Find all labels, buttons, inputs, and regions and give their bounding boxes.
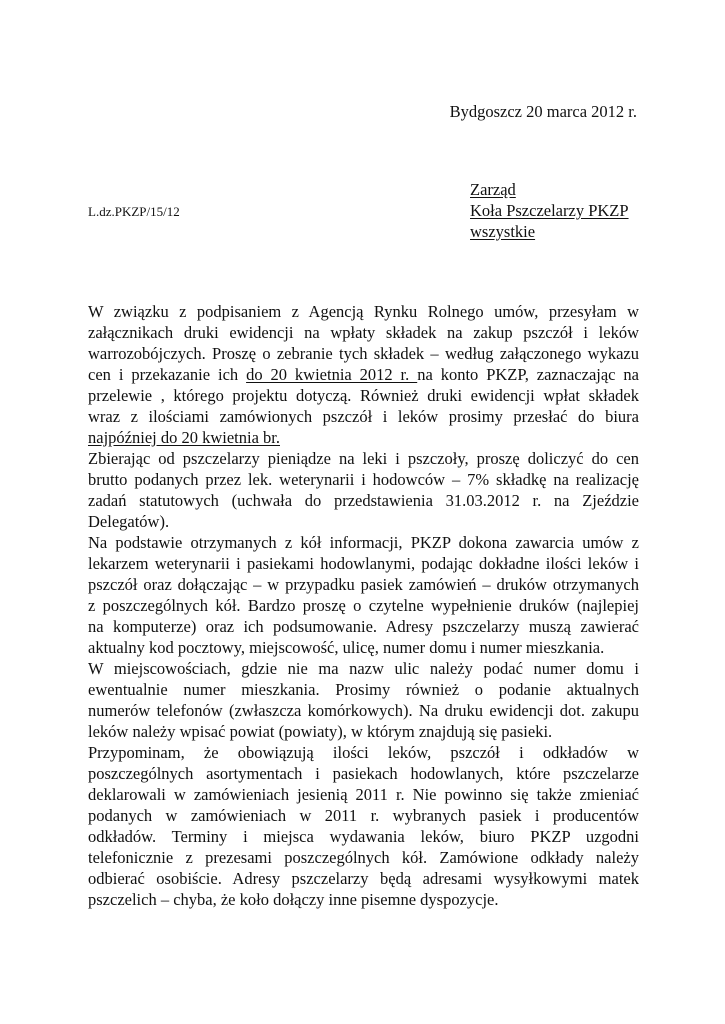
text-line: W związku z podpisaniem z Agencją Rynku Rolnego umów, przesyłam w bbox=[88, 302, 639, 321]
text-line: lekarzem weterynarii i pasiekami hodowlanymi, podając dokładne ilości leków i bbox=[88, 554, 639, 573]
text-line bbox=[88, 364, 639, 385]
text-line: telefonicznie z prezesami poszczególnych kół. Zamówione odkłady należy bbox=[88, 848, 639, 867]
paragraph-contracts bbox=[88, 532, 639, 658]
deadline-date-underlined: do 20 kwietnia 2012 r. bbox=[246, 365, 418, 384]
text-line: warrozobójczych. Proszę o zebranie tych składek – według załączonego wykazu bbox=[88, 344, 639, 363]
recipient-line: Zarząd bbox=[470, 180, 516, 199]
text-line: W miejscowościach, gdzie nie ma nazw ulic należy podać numer domu i bbox=[88, 659, 639, 678]
text-line: aktualny kod pocztowy, miejscowość, ulicę, numer domu i numer mieszkania. bbox=[88, 638, 605, 657]
paragraph-fees bbox=[88, 448, 639, 532]
text-line: z poszczególnych kół. Bardzo proszę o czytelne wypełnienie druków (najlepiej bbox=[88, 596, 639, 615]
text-line: podanych w zamówieniach w 2011 r. wybranych pasiek i producentów bbox=[88, 806, 639, 825]
deadline-underlined: najpóźniej do 20 kwietnia br. bbox=[88, 428, 280, 447]
text-line: Zbierając od pszczelarzy pieniądze na leki i pszczoły, proszę doliczyć do cen bbox=[88, 449, 639, 468]
text-line: Przypominam, że obowiązują ilości leków, pszczół i odkładów w bbox=[88, 743, 639, 762]
text-line: Delegatów). bbox=[88, 512, 170, 531]
recipient-line: wszystkie bbox=[470, 222, 536, 241]
letter-date: Bydgoszcz 20 marca 2012 r. bbox=[449, 102, 637, 121]
letter-body bbox=[88, 301, 639, 910]
text-line: leków należy wpisać powiat (powiaty), w którym znajdują się pasieki. bbox=[88, 722, 553, 741]
text-line bbox=[88, 427, 639, 448]
paragraph-reminder bbox=[88, 742, 639, 910]
text-line: deklarowali w zamówieniach jesienią 2011 r. Nie powinno się także zmieniać bbox=[88, 785, 639, 804]
text-fragment: cen i przekazanie ich bbox=[88, 365, 247, 384]
paragraph-addresses bbox=[88, 658, 639, 742]
recipient-line: Koła Pszczelarzy PKZP bbox=[470, 201, 629, 220]
text-line: na komputerze) oraz ich podsumowanie. Adresy pszczelarzy muszą zawierać bbox=[88, 617, 639, 636]
text-line: numerów telefonów (zwłaszcza komórkowych). Na druku ewidencji dot. zakupu bbox=[88, 701, 639, 720]
paragraph-payments bbox=[88, 301, 639, 448]
text-line: ewentualnie numer mieszkania. Prosimy również o podanie aktualnych bbox=[88, 680, 639, 699]
text-line: odkładów. Terminy i miejsca wydawania leków, biuro PKZP uzgodni bbox=[88, 827, 639, 846]
text-line: odbierać osobiście. Adresy pszczelarzy będą adresami wysyłkowymi matek bbox=[88, 869, 639, 888]
text-line: Na podstawie otrzymanych z kół informacji, PKZP dokona zawarcia umów z bbox=[88, 533, 639, 552]
text-line: pszczelich – chyba, że koło dołączy inne pisemne dyspozycje. bbox=[88, 890, 499, 909]
text-line: pszczół oraz dołączając – w przypadku pasiek zamówień – druków otrzymanych bbox=[88, 575, 639, 594]
text-line: zadań statutowych (uchwała do przedstawienia 31.03.2012 r. na Zjeździe bbox=[88, 491, 639, 510]
reference-number: L.dz.PKZP/15/12 bbox=[88, 204, 180, 219]
text-fragment: na konto PKZP, zaznaczając na bbox=[417, 365, 639, 384]
recipient-block bbox=[470, 179, 629, 242]
text-line: brutto podanych przez lek. weterynarii i hodowców – 7% składkę na realizację bbox=[88, 470, 639, 489]
text-line: wraz z ilościami zamówionych pszczół i leków prosimy przesłać do biura bbox=[88, 407, 639, 426]
text-line: załącznikach druki ewidencji na wpłaty składek na zakup pszczół i leków bbox=[88, 323, 639, 342]
text-line: przelewie , którego projektu dotyczą. Również druki ewidencji wpłat składek bbox=[88, 386, 639, 405]
text-line: poszczególnych asortymentach i pasiekach hodowlanych, które pszczelarze bbox=[88, 764, 639, 783]
